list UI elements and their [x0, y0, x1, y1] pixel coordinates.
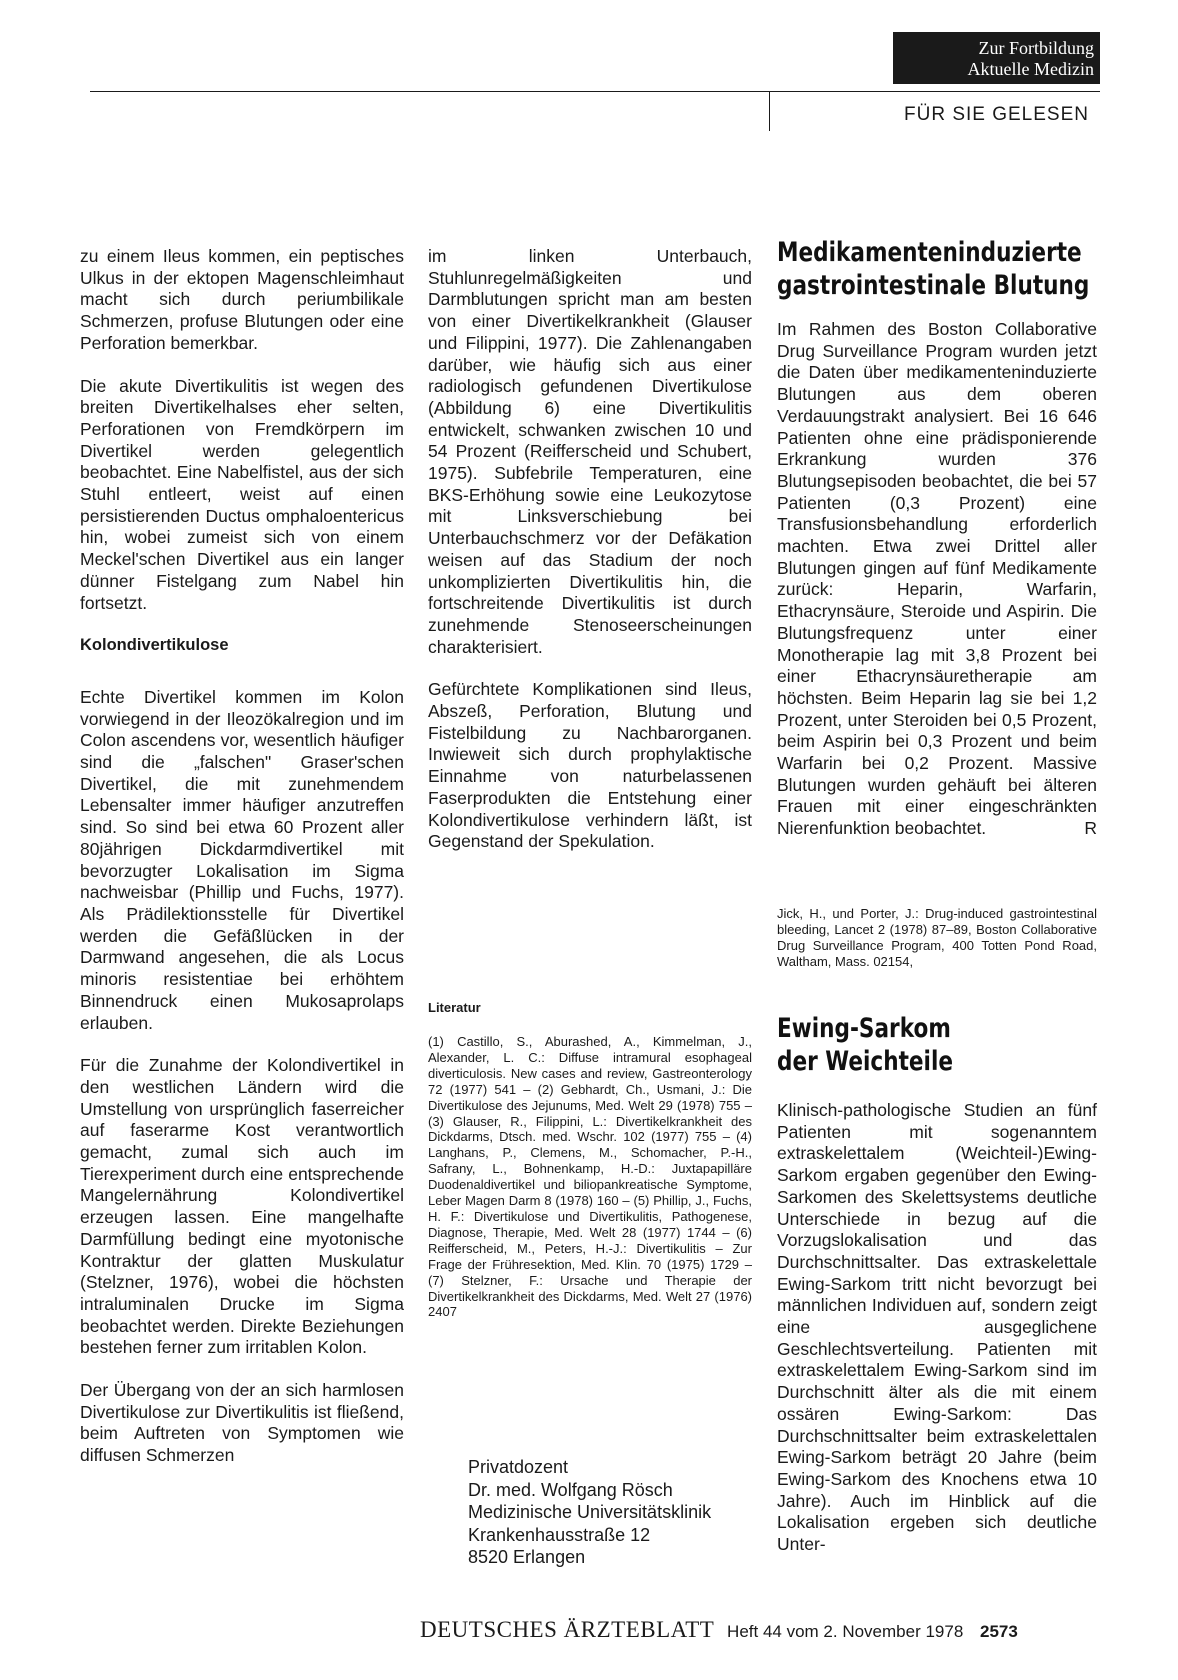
references-list: (1) Castillo, S., Aburashed, A., Kimmelman, J., Alexander, L. C.: Diffuse intramural esophageal diverticulosis. New cases and review, Gastreonterology 72 (1977) 541 – (2) Gebhardt, Ch., Usmani, J.: Die Divertikulose des Jejunums, Med. Welt 29 (1978) 755 – (3) Glauser, R., Filippini, L.: Divertikelkrankheit des Dickdarms, Dtsch. med. Wschr. 102 (1977) 755 – (4) Langhans, P., Clemens, M., Schomacher, P.-H., Safrany, L., Bohnenkamp, H.-D.: Juxtapapilläre Duodenaldivertikel und biliopankreatische Symptome, Leber Magen Darm 8 (1978) 160 – (5) Phillip, J., Fuchs, H. F.: Divertikulose und Divertikulitis, Pathogenese, Diagnose, Therapie, Med. Welt 28 (1977) 1744 – (6) Reifferscheid, M., Peters, H.-J.: Divertikulitis – Zur Frage der Frühresektion, Med. Klin. 70 (1975) 1729 – (7) Stelzner, F.: Ursache und Therapie der Divertikelkrankheit des Dickdarms, Med. Welt 27 (1976) 2407 — [428, 1034, 752, 1320]
rubric-badge — [893, 32, 1100, 84]
article-1-body — [777, 319, 1097, 840]
article-title-line-1: Ewing-Sarkom — [777, 1013, 951, 1044]
author-city: 8520 Erlangen — [468, 1547, 586, 1567]
article-reference: Jick, H., und Porter, J.: Drug-induced gastrointestinal bleeding, Lancet 2 (1978) 87–89, Boston Collaborative Drug Surveillance Program, 400 Totten Pond Road, Waltham, Mass. 02154, — [777, 906, 1097, 969]
page-number: 2573 — [980, 1622, 1018, 1641]
page-footer — [420, 1617, 1018, 1643]
paragraph: im linken Unterbauch, Stuhlunregelmäßigkeiten und Darmblutungen spricht man am besten von einer Divertikelkrankheit (Glauser und Filippini, 1977). Die Zahlenangaben darüber, wie häufig sich aus einer radiologisch gefundenen Divertikulose (Abbildung 6) eine Divertikulitis entwickelt, schwanken zwischen 10 und 54 Prozent (Reifferscheid und Schubert, 1975). Subfebrile Temperaturen, eine BKS-Erhöhung sowie eine Leukozytose mit Linksverschiebung bei Unterbauchschmerz vor der Defäkation weisen auf das Stadium der noch unkomplizierten Divertikulitis hin, die fortschreitende Divertikulitis ist durch zunehmende Stenoseerscheinungen charakterisiert. — [428, 246, 752, 657]
issue-info: Heft 44 vom 2. November 1978 — [727, 1622, 964, 1641]
paragraph: Für die Zunahme der Kolondivertikel in den westlichen Ländern wird die Umstellung von ursprünglich faserreicher auf faserarme Kost verantwortlich gemacht, zumal sich auch im Tierexperiment durch eine entsprechende Mangelernährung Kolondivertikel erzeugen lassen. Eine mangelhafte Darmfüllung bedingt eine myotonische Kontraktur der glatten Muskulatur (Stelzner, 1976), wobei die höchsten intraluminalen Drucke im Sigma beobachtet werden. Direkte Beziehungen bestehen ferner zum irritablen Kolon. — [80, 1055, 404, 1358]
subheading: Kolondivertikulose — [80, 636, 229, 655]
abstract-marker: R — [1084, 818, 1097, 839]
column-1 — [80, 246, 404, 1488]
paragraph: Gefürchtete Komplikationen sind Ileus, Abszeß, Perforation, Blutung und Fistelbildung zu Nachbarorganen. Inwieweit sich durch prophylaktische Einnahme von naturbelassenen Faserprodukten die Entstehung einer Kolondivertikulose verhindern läßt, ist Gegenstand der Spekulation. — [428, 679, 752, 852]
article-title — [777, 236, 1089, 302]
rubric-line-1: Zur Fortbildung — [978, 38, 1094, 58]
column-2 — [428, 246, 752, 874]
paragraph: Die akute Divertikulitis ist wegen des breiten Divertikelhalses eher selten, Perforationen von Fremdkörpern im Divertikel werden gelegentlich beobachtet. Eine Nabelfistel, aus der sich Stuhl entleert, weist auf einen persistierenden Ductus omphaloentericus hin, wobei zumeist sich von einem Meckel'schen Divertikel aus ein langer dünner Fistelgang zum Nabel hin fortsetzt. — [80, 375, 404, 613]
article-text: Im Rahmen des Boston Collaborative Drug Surveillance Program wurden jetzt die Daten über medikamenteninduzierte Blutungen aus dem oberen Verdauungstrakt analysiert. Bei 16 646 Patienten ohne eine prädisponierende Erkrankung wurden 376 Blutungsepisoden beobachtet, die bei 57 Patienten (0,3 Prozent) eine Transfusionsbehandlung erforderlich machten. Etwa zwei Drittel aller Blutungen gingen auf fünf Medikamente zurück: Heparin, Warfarin, Ethacrynsäure, Steroide und Aspirin. Die Blutungsfrequenz unter einer Monotherapie lag mit 3,8 Prozent bei einer Ethacrynsäuretherapie am höchsten. Beim Heparin lag sie bei 1,2 Prozent, unter Steroiden bei 0,5 Prozent, beim Aspirin bei 0,3 Prozent und beim Warfarin bei 0,2 Prozent. Massive Blutungen wurden gehäuft bei älteren Frauen mit einer eingeschränkten Nierenfunktion beobachtet. — [777, 319, 1097, 839]
header-rule — [90, 91, 1100, 92]
article-title-line-2: der Weichteile — [777, 1046, 954, 1077]
article-title-line-2: gastrointestinale Blutung — [777, 270, 1090, 301]
author-title: Privatdozent — [468, 1457, 569, 1477]
paragraph: zu einem Ileus kommen, ein peptisches Ulkus in der ektopen Magenschleimhaut macht sich durch periumbilikale Schmerzen, profuse Blutungen oder eine Perforation bemerkbar. — [80, 246, 404, 353]
rubric-line-2: Aktuelle Medizin — [967, 59, 1094, 79]
paragraph: Klinisch-pathologische Studien an fünf Patienten mit sogenanntem extraskelettalem (Weichteil-)Ewing-Sarkom ergaben gegenüber den Ewing-Sarkomen des Skelettsystems deutliche Unterschiede in bezug auf die Vorzugslokalisation und das Durchschnittsalter. Das extraskelettale Ewing-Sarkom tritt nicht bevorzugt bei männlichen Individuen auf, sondern zeigt eine ausgeglichene Geschlechtsverteilung. Patienten mit extraskelettalem Ewing-Sarkom sind im Durchschnitt älter als die mit einem ossären Ewing-Sarkom: Das Durchschnittsalter beim extraskelettalen Ewing-Sarkom beträgt 20 Jahre (beim Ewing-Sarkom des Knochens etwa 10 Jahre). Auch im Hinblick auf die Lokalisation ergeben sich deutliche Unter- — [777, 1100, 1097, 1555]
paragraph — [777, 319, 1097, 840]
paragraph: Echte Divertikel kommen im Kolon vorwiegend in der Ileozökalregion und im Colon ascendens vor, wesentlich häufiger sind die „falschen" Graser'schen Divertikel, die mit zunehmendem Lebensalter immer häufiger anzutreffen sind. So sind bei etwa 60 Prozent aller 80jährigen Dickdarmdivertikel mit bevorzugter Lokalisation im Sigma nachweisbar (Phillip und Fuchs, 1977). Als Prädilektionsstelle für Divertikel werden die Gefäßlücken in der Darmwand angesehen, die als Locus minoris resistentiae bei erhöhtem Binnendruck einen Mukosaprolaps erlauben. — [80, 686, 404, 1033]
section-label: FÜR SIE GELESEN — [904, 104, 1089, 125]
author-signature — [468, 1456, 711, 1569]
journal-name: DEUTSCHES ÄRZTEBLATT — [420, 1617, 715, 1642]
references-heading: Literatur — [428, 1000, 481, 1015]
author-institution: Medizinische Universitätsklinik — [468, 1502, 712, 1522]
article-2-body — [777, 1100, 1097, 1577]
author-street: Krankenhausstraße 12 — [468, 1524, 651, 1545]
column-divider — [769, 91, 770, 131]
author-name: Dr. med. Wolfgang Rösch — [468, 1479, 673, 1500]
article-title — [777, 1012, 953, 1078]
paragraph: Der Übergang von der an sich harmlosen Divertikulose zur Divertikulitis ist fließend, beim Auftreten von Symptomen wie diffusen Schmerzen — [80, 1380, 404, 1466]
article-title-line-1: Medikamenteninduzierte — [777, 237, 1082, 268]
